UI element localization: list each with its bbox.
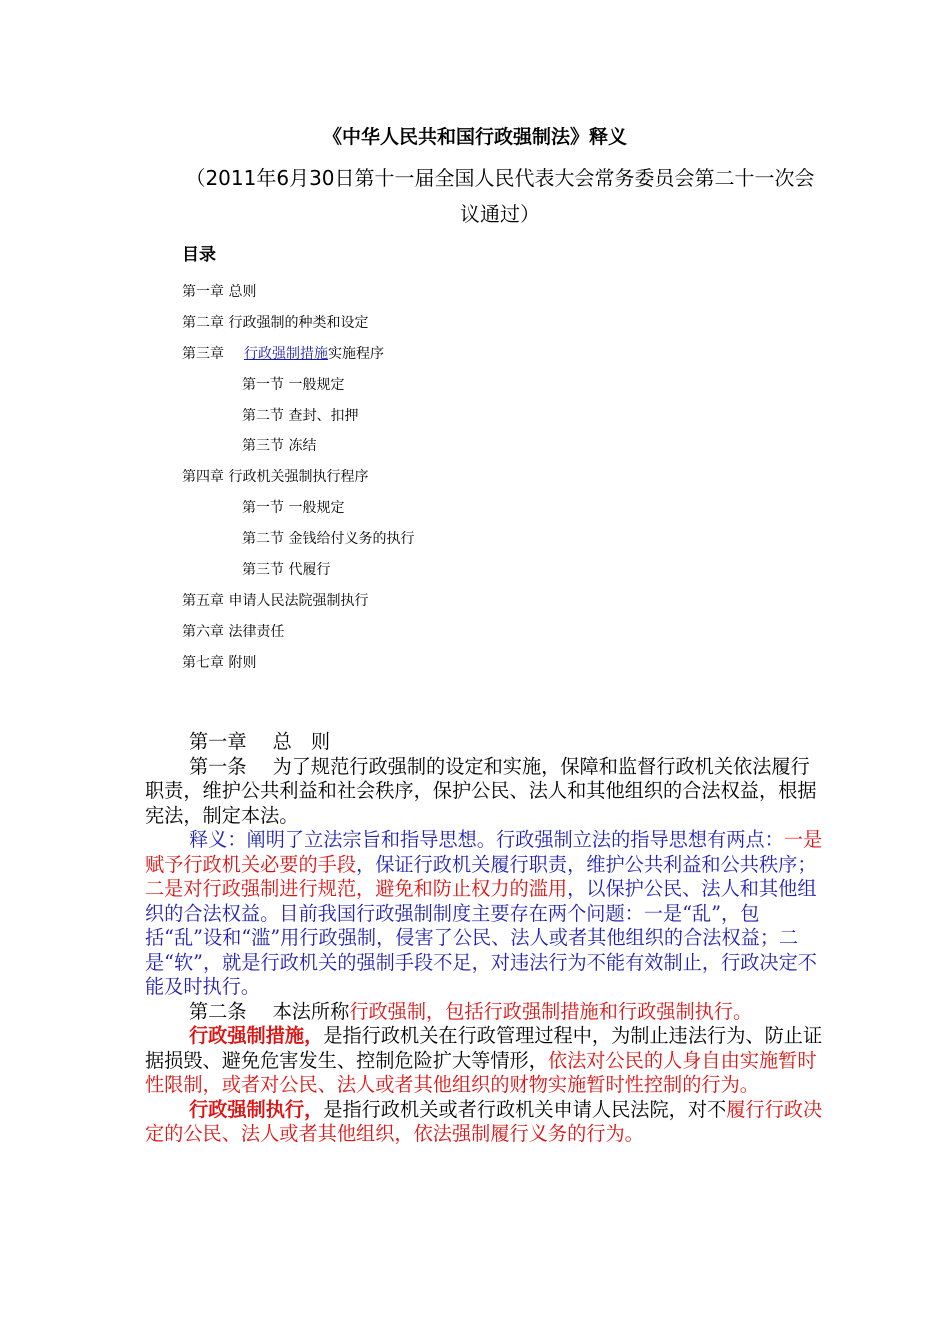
toc-item-ch5: 第五章 申请人民法院强制执行 (182, 592, 369, 609)
toc-item-ch4-s3: 第三节 代履行 (242, 562, 331, 579)
toc-item-ch4-s1: 第一节 一般规定 (242, 500, 345, 517)
toc-item-ch1: 第一章 总则 (182, 284, 257, 300)
toc-heading: 目录 (182, 245, 216, 265)
toc-ch3-number: 第三章 (182, 345, 224, 362)
toc-item-ch4-s2: 第二节 金钱给付义务的执行 (242, 531, 415, 548)
toc-item-ch3-s1: 第一节 一般规定 (242, 376, 345, 393)
document-subtitle: （2011年6月30日第十一届全国人民代表大会常务委员会第二十一次会议通过） (185, 166, 815, 226)
enforcement-emphasis: 履行行政决定的公民、法人或者其他组织，依法强制履行义务的行为。 (145, 1097, 823, 1145)
explanation-text: ，以保护公民、法人和其他组织的合法权益。目前我国行政强制制度主要存在两个问题：一是“乱”，包括“乱”设和“滥”用行政强制，侵害了公民、法人或者其他组织的合法权益；二是“软”，就是行政机关的强制手段不足，对违法行为不能有效制止，行政决定不能及时执行。 (145, 877, 817, 998)
article-1-number: 第一条 (189, 754, 247, 778)
enforcement-term: 行政强制执行， (189, 1097, 324, 1121)
measures-definition (145, 1024, 825, 1098)
article-1 (145, 755, 825, 829)
article-1-text: 为了规范行政强制的设定和实施，保障和监督行政机关依法履行职责，维护公共利益和社会秩序，保护公民、法人和其他组织的合法权益，根据宪法，制定本法。 (145, 754, 817, 827)
explanation-point-2: 二是对行政强制进行规范，避免和防止权力的滥用 (145, 877, 568, 900)
article-2 (145, 1000, 825, 1025)
document-body (145, 730, 825, 1147)
toc-item-ch4: 第四章 行政机关强制执行程序 (182, 469, 369, 486)
toc-item-ch3-s2: 第二节 查封、扣押 (242, 407, 359, 424)
toc-ch3-suffix: 实施程序 (328, 345, 384, 362)
toc-item-ch3-s3: 第三节 冻结 (242, 438, 317, 455)
toc-ch3-link[interactable]: 行政强制措施 (244, 345, 328, 362)
table-of-contents (182, 282, 414, 684)
document-title: 《中华人民共和国行政强制法》释义 (322, 126, 627, 148)
article-2-number: 第二条 (189, 999, 247, 1023)
enforcement-definition (145, 1098, 825, 1147)
article-2-text: 本法所称 (272, 999, 350, 1023)
measures-emphasis: 依法对公民的人身自由实施暂时性限制，或者对公民、法人或者其他组织的财物实施暂时性控制的行为。 (145, 1048, 817, 1096)
measures-text: 是指行政机关在行政管理过程中，为制止违法行为、防止证据损毁、避免危害发生、控制危险扩大等情形， (145, 1024, 823, 1072)
toc-item-ch7: 第七章 附则 (182, 654, 257, 671)
enforcement-text: 是指行政机关或者行政机关申请人民法院，对不 (323, 1097, 727, 1121)
explanation-point-1: 一是赋予行政机关必要的手段 (145, 828, 823, 876)
toc-item-ch2: 第二章 行政强制的种类和设定 (182, 314, 369, 331)
explanation-text: ，保证行政机关履行职责，维护公共利益和公共秩序； (356, 852, 817, 876)
measures-term: 行政强制措施， (189, 1024, 324, 1047)
chapter-name: 总 则 (272, 730, 331, 753)
chapter-heading (145, 730, 825, 755)
article-2-definition: 行政强制，包括行政强制措施和行政强制执行。 (349, 999, 753, 1023)
toc-item-ch6: 第六章 法律责任 (182, 623, 285, 640)
explanation-text: 释义：阐明了立法宗旨和指导思想。行政强制立法的指导思想有两点： (189, 828, 784, 851)
toc-item-ch3 (182, 344, 414, 375)
chapter-number: 第一章 (189, 730, 247, 753)
article-1-explanation (145, 828, 825, 1000)
